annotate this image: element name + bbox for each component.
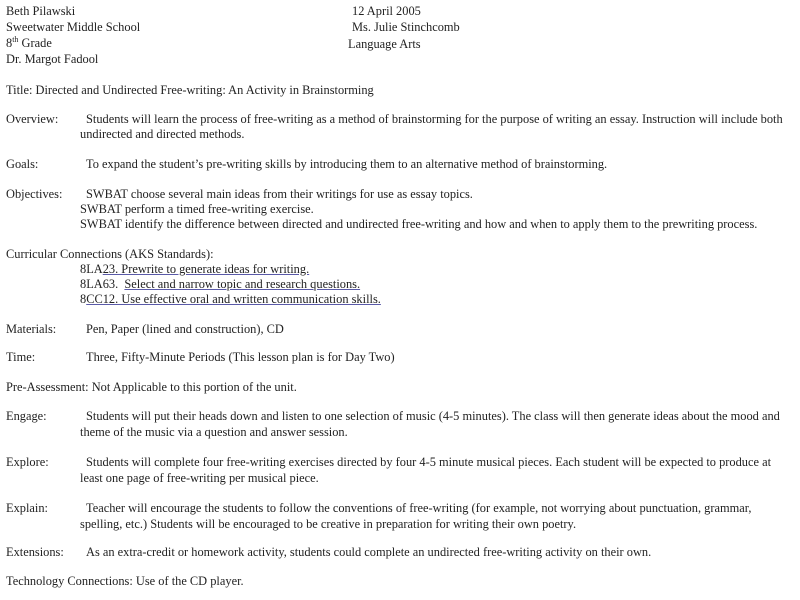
curricular-label: Curricular Connections (AKS Standards): bbox=[6, 247, 214, 261]
pre-assessment: Pre-Assessment: Not Applicable to this portion of the unit. bbox=[6, 380, 297, 394]
time-label: Time: bbox=[6, 350, 36, 364]
extensions-text: As an extra-credit or homework activity, students could complete an undirected free-writing activity on their own. bbox=[86, 545, 652, 559]
engage-label: Engage: bbox=[6, 409, 47, 423]
explore-label: Explore: bbox=[6, 455, 49, 469]
overview-text: undirected and directed methods. bbox=[80, 127, 245, 141]
standard-prefix: 8LA bbox=[80, 262, 103, 276]
standard-link[interactable]: CC12. Use effective oral and written communication skills. bbox=[86, 292, 381, 306]
grade-number: 8 bbox=[6, 36, 13, 50]
explain-text: Teacher will encourage the students to follow the conventions of free-writing (for example, not worrying about punctuation, grammar, bbox=[86, 501, 752, 515]
materials-text: Pen, Paper (lined and construction), CD bbox=[86, 322, 284, 336]
objective-item: SWBAT perform a timed free-writing exercise. bbox=[80, 202, 314, 216]
lesson-title: Title: Directed and Undirected Free-writing: An Activity in Brainstorming bbox=[6, 83, 374, 97]
explain-label: Explain: bbox=[6, 501, 48, 515]
explore-text: Students will complete four free-writing exercises directed by four 4-5 minute musical pieces. Each student will be expected to produce at bbox=[86, 455, 772, 469]
engage-text: theme of the music via a question and answer session. bbox=[80, 425, 348, 439]
standard-link[interactable]: 23. Prewrite to generate ideas for writing. bbox=[102, 262, 310, 276]
explore-text: least one page of free-writing per musical piece. bbox=[80, 471, 319, 485]
teacher-name: Ms. Julie Stinchcomb bbox=[352, 20, 460, 34]
date: 12 April 2005 bbox=[352, 4, 421, 18]
grade-suffix: th bbox=[12, 34, 19, 44]
standard-item bbox=[80, 277, 360, 292]
grade bbox=[6, 36, 52, 51]
standard-item bbox=[80, 262, 309, 277]
standard-link[interactable]: Select and narrow topic and research questions. bbox=[124, 277, 361, 291]
grade-word: Grade bbox=[21, 36, 52, 50]
time-text: Three, Fifty-Minute Periods (This lesson plan is for Day Two) bbox=[86, 350, 395, 364]
extensions-label: Extensions: bbox=[6, 545, 64, 559]
materials-label: Materials: bbox=[6, 322, 57, 336]
technology-connections: Technology Connections: Use of the CD player. bbox=[6, 574, 244, 588]
standard-prefix: 8 bbox=[80, 292, 87, 306]
engage-text: Students will put their heads down and listen to one selection of music (4-5 minutes). The class will then generate ideas about the mood and bbox=[86, 409, 780, 423]
subject: Language Arts bbox=[348, 37, 421, 51]
overview-label: Overview: bbox=[6, 112, 59, 126]
objective-item: SWBAT identify the difference between directed and undirected free-writing and how and when to apply them to the prewriting process. bbox=[80, 217, 758, 231]
explain-text: spelling, etc.) Students will be encouraged to be creative in preparation for writing their own poetry. bbox=[80, 517, 577, 531]
principal-name: Dr. Margot Fadool bbox=[6, 52, 99, 66]
objective-item: SWBAT choose several main ideas from their writings for use as essay topics. bbox=[86, 187, 473, 201]
overview-text: Students will learn the process of free-writing as a method of brainstorming for the purpose of writing an essay. Instruction will include both bbox=[86, 112, 783, 126]
standard-prefix: 8LA63. bbox=[80, 277, 125, 291]
standard-item bbox=[80, 292, 381, 307]
objectives-label: Objectives: bbox=[6, 187, 63, 201]
goals-text: To expand the student’s pre-writing skills by introducing them to an alternative method of brainstorming. bbox=[86, 157, 608, 171]
author-name: Beth Pilawski bbox=[6, 4, 76, 18]
goals-label: Goals: bbox=[6, 157, 39, 171]
school-name: Sweetwater Middle School bbox=[6, 20, 141, 34]
